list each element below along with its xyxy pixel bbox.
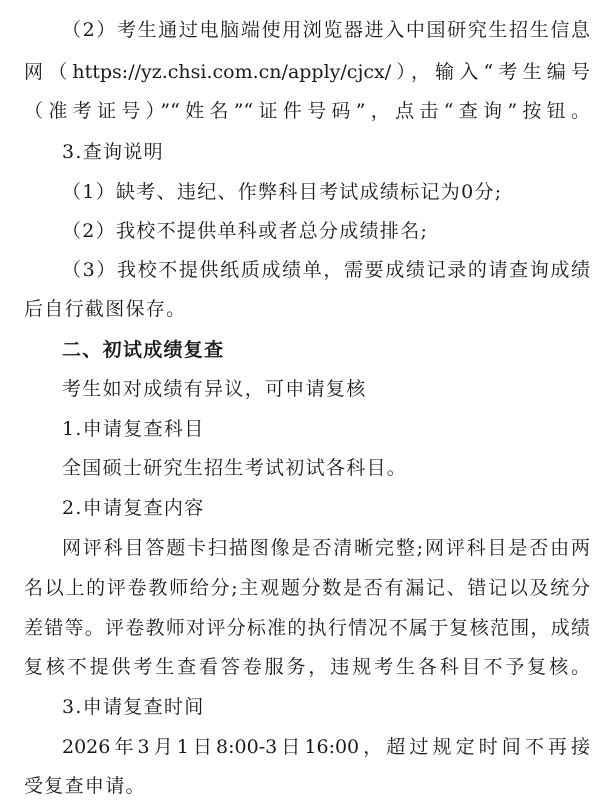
paragraph-line: （1）缺考、违纪、作弊科目考试成绩标记为0分; bbox=[62, 181, 503, 203]
paragraph-line: 全国硕士研究生招生考试初试各科目。 bbox=[62, 457, 408, 479]
paragraph-line: 后自行截图保存。 bbox=[24, 298, 187, 320]
section-heading: 二、初试成绩复查 bbox=[62, 339, 225, 361]
section-subheading: 3.查询说明 bbox=[62, 141, 164, 163]
paragraph-line: （2）考生通过电脑端使用浏览器进入中国研究生招生信息 bbox=[62, 19, 590, 41]
paragraph-line: 受复查申请。 bbox=[24, 775, 146, 797]
paragraph-line: （2）我校不提供单科或者总分成绩排名; bbox=[62, 220, 429, 242]
section-subheading: 1.申请复查科目 bbox=[62, 418, 205, 440]
paragraph-line: 网评科目答题卡扫描图像是否清晰完整;网评科目是否由两 bbox=[62, 537, 590, 559]
paragraph-line: 复核不提供考生查看答卷服务，违规考生各科目不予复核。 bbox=[24, 656, 590, 678]
section-subheading: 3.申请复查时间 bbox=[62, 696, 205, 718]
paragraph-line: 考生如对成绩有异议，可申请复核 bbox=[62, 378, 367, 400]
paragraph-line: 名以上的评卷教师给分;主观题分数是否有漏记、错记以及统分 bbox=[24, 577, 590, 599]
section-subheading: 2.申请复查内容 bbox=[62, 497, 205, 519]
paragraph-line: （3）我校不提供纸质成绩单，需要成绩记录的请查询成绩 bbox=[62, 259, 590, 281]
paragraph-line: 网（https://yz.chsi.com.cn/apply/cjcx/），输入“考生编号 bbox=[24, 61, 590, 83]
paragraph-line: 差错等。评卷教师对评分标准的执行情况不属于复核范围，成绩 bbox=[24, 617, 590, 639]
paragraph-line: （准考证号）”“姓名”“证件号码”，点击“查询”按钮。 bbox=[24, 100, 590, 122]
paragraph-line: 2026年3月1日8:00-3日16:00，超过规定时间不再接 bbox=[62, 736, 590, 758]
